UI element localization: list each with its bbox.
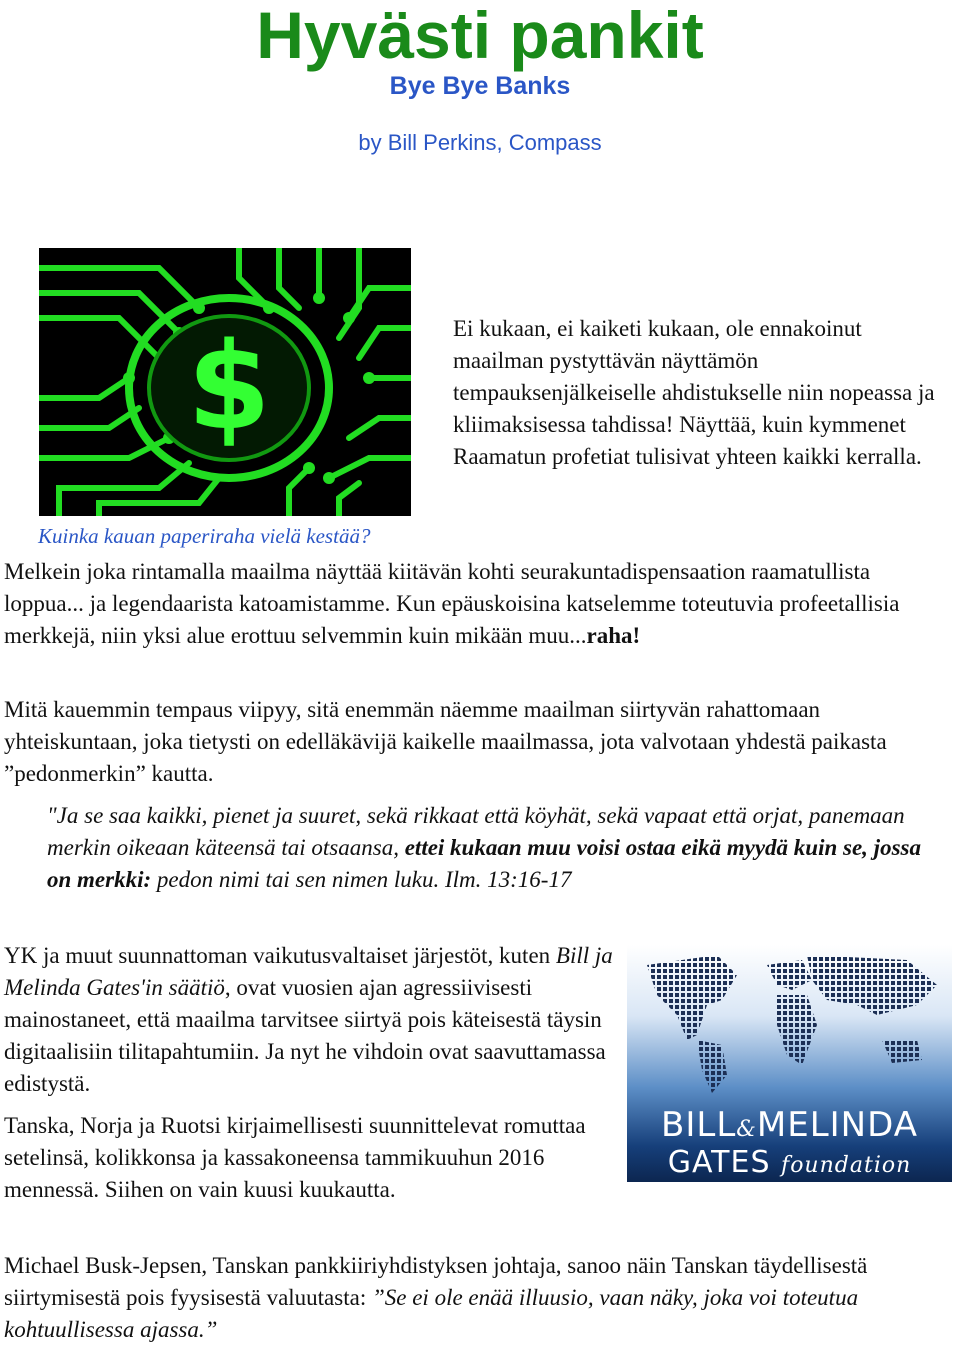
figure-caption: Kuinka kauan paperiraha vielä kestää? — [38, 524, 371, 548]
logo-line-1 — [627, 1105, 952, 1145]
quote-emphasis: ettei kukaan muu voisi ostaa eikä myydä kuin se, jossa on merkki: — [47, 835, 921, 892]
body-paragraph-3 — [4, 940, 624, 1100]
logo-word: BILL — [661, 1105, 737, 1145]
page-subtitle: Bye Bye Banks — [389, 72, 571, 100]
emphasis-text: raha! — [586, 623, 641, 648]
intro-paragraph: Ei kukaan, ei kaiketi kukaan, ole ennakoinut maailman pystyttävän näyttämön tempauksenjälkeiselle ahdistukselle niin nopeassa ja kliimaksisessa tahdissa! Näyttää, kuin kymmenet Raamatun profetiat tulisivat yhteen kaikki kerralla. — [453, 316, 935, 469]
body-paragraph-2: Mitä kauemmin tempaus viipyy, sitä enemmän näemme maailman siirtyvän rahattomaan yhteiskuntaan, joka tietysti on edelläkävijä kaikelle maailmassa, jota valvotaan yhdestä paikasta ”pedonmerkin” kautta. — [4, 697, 887, 786]
byline: by Bill Perkins, Compass — [358, 130, 602, 155]
quoted-statement: ”Se ei ole enää illuusio, vaan näky, joka voi toteutua kohtuullisessa ajassa.” — [4, 1285, 859, 1342]
svg-text:$: $ — [187, 318, 271, 457]
paragraph-text: Michael Busk-Jepsen, Tanskan pankkiiriyhdistyksen johtaja, sanoo näin Tanskan täydellisestä siirtymisestä pois fyysisestä valuutasta: — [4, 1253, 868, 1310]
body-paragraph-5 — [4, 1250, 954, 1346]
page-title: Hyvästi pankit — [256, 0, 704, 72]
quote-text: "Ja se saa kaikki, pienet ja suuret, sekä rikkaat että köyhät, sekä vapaat että orjat, panemaan merkin oikeaan käteensä tai otsaansa, — [47, 803, 905, 860]
logo-line-2 — [627, 1145, 952, 1180]
quote-text-end: pedon nimi tai sen nimen luku. Ilm. 13:16-17 — [151, 867, 572, 892]
dollar-circuit-image — [39, 248, 411, 516]
logo-foundation: foundation — [781, 1153, 912, 1178]
body-paragraph-4: Tanska, Norja ja Ruotsi kirjaimellisesti suunnittelevat romuttaa setelinsä, kolikkonsa ja kassakoneensa tammikuuhun 2016 mennessä. Siihen on vain kuusi kuukautta. — [4, 1113, 586, 1202]
logo-word: GATES — [667, 1145, 771, 1180]
foundation-name: Bill ja Melinda Gates'in säätiö — [4, 943, 613, 1000]
gates-foundation-image — [627, 945, 952, 1182]
logo-ampersand: & — [736, 1117, 757, 1142]
paragraph-text-end: , ovat vuosien ajan agressiivisesti mainostaneet, että maailma tarvitsee siirtyä pois käteisestä täysin digitaalisiin tilitapahtumiin. Ja nyt he vihdoin ovat saavuttamassa edistystä. — [4, 975, 606, 1096]
paragraph-text: YK ja muut suunnattoman vaikutusvaltaiset järjestöt, kuten — [4, 943, 556, 968]
scripture-quote — [47, 800, 947, 896]
world-map-icon — [627, 945, 952, 1095]
body-paragraph-1 — [4, 556, 954, 652]
logo-word: MELINDA — [756, 1105, 918, 1145]
paragraph-text: Melkein joka rintamalla maailma näyttää kiitävän kohti seurakuntadispensaation raamatullista loppua... ja legendaarista katoamistamme. Kun epäuskoisina katselemme toteutuvia profeetallisia merkkejä, niin yksi alue erottuu selvemmin kuin mikään muu... — [4, 559, 900, 648]
dollar-circuit-icon — [39, 248, 411, 516]
